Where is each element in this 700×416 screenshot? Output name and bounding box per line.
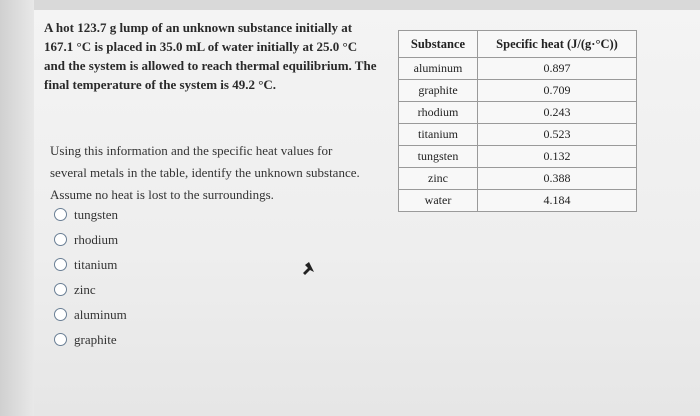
radio-button[interactable] [54, 333, 67, 346]
option-label: aluminum [74, 306, 127, 322]
instructions-text [50, 140, 380, 206]
question-line: A hot 123.7 g lump of an unknown substance initially at [44, 20, 353, 35]
instructions-line: Using this information and the specific heat values for [50, 143, 333, 158]
option-rhodium[interactable] [54, 227, 127, 252]
top-edge [0, 0, 700, 10]
table-row [399, 102, 637, 124]
option-label: graphite [74, 331, 117, 347]
question-line: final temperature of the system is 49.2 °C. [44, 77, 277, 92]
mouse-cursor-icon [303, 262, 315, 276]
radio-button[interactable] [54, 258, 67, 271]
table-row [399, 124, 637, 146]
radio-button[interactable] [54, 308, 67, 321]
substance-cell: water [399, 190, 478, 212]
specific-heat-cell: 0.897 [478, 58, 637, 80]
specific-heat-cell: 0.709 [478, 80, 637, 102]
option-tungsten[interactable] [54, 202, 127, 227]
column-header-specific-heat: Specific heat (J/(g·°C)) [478, 31, 637, 58]
table-row [399, 80, 637, 102]
specific-heat-cell: 4.184 [478, 190, 637, 212]
table-row [399, 168, 637, 190]
instructions-line: several metals in the table, identify the unknown substance. [50, 165, 360, 180]
table-row [399, 146, 637, 168]
data-table [398, 30, 637, 212]
substance-cell: zinc [399, 168, 478, 190]
question-text [44, 18, 389, 94]
substance-cell: tungsten [399, 146, 478, 168]
radio-button[interactable] [54, 208, 67, 221]
specific-heat-cell: 0.523 [478, 124, 637, 146]
answer-options [54, 202, 127, 352]
specific-heat-cell: 0.388 [478, 168, 637, 190]
specific-heat-table [398, 30, 637, 212]
option-label: tungsten [74, 206, 119, 222]
radio-button[interactable] [54, 283, 67, 296]
option-aluminum[interactable] [54, 302, 127, 327]
table-header-row [399, 31, 637, 58]
option-titanium[interactable] [54, 252, 127, 277]
column-header-substance: Substance [399, 31, 478, 58]
question-line: 167.1 °C is placed in 35.0 mL of water initially at 25.0 °C [44, 39, 358, 54]
specific-heat-cell: 0.132 [478, 146, 637, 168]
left-edge [0, 0, 34, 416]
table-row [399, 58, 637, 80]
option-graphite[interactable] [54, 327, 127, 352]
option-label: zinc [74, 281, 96, 297]
option-label: rhodium [74, 231, 119, 247]
substance-cell: aluminum [399, 58, 478, 80]
instructions-line: Assume no heat is lost to the surroundings. [50, 187, 274, 202]
option-label: titanium [74, 256, 118, 272]
specific-heat-cell: 0.243 [478, 102, 637, 124]
substance-cell: titanium [399, 124, 478, 146]
substance-cell: rhodium [399, 102, 478, 124]
question-line: and the system is allowed to reach thermal equilibrium. The [44, 58, 377, 73]
substance-cell: graphite [399, 80, 478, 102]
radio-button[interactable] [54, 233, 67, 246]
option-zinc[interactable] [54, 277, 127, 302]
table-row [399, 190, 637, 212]
